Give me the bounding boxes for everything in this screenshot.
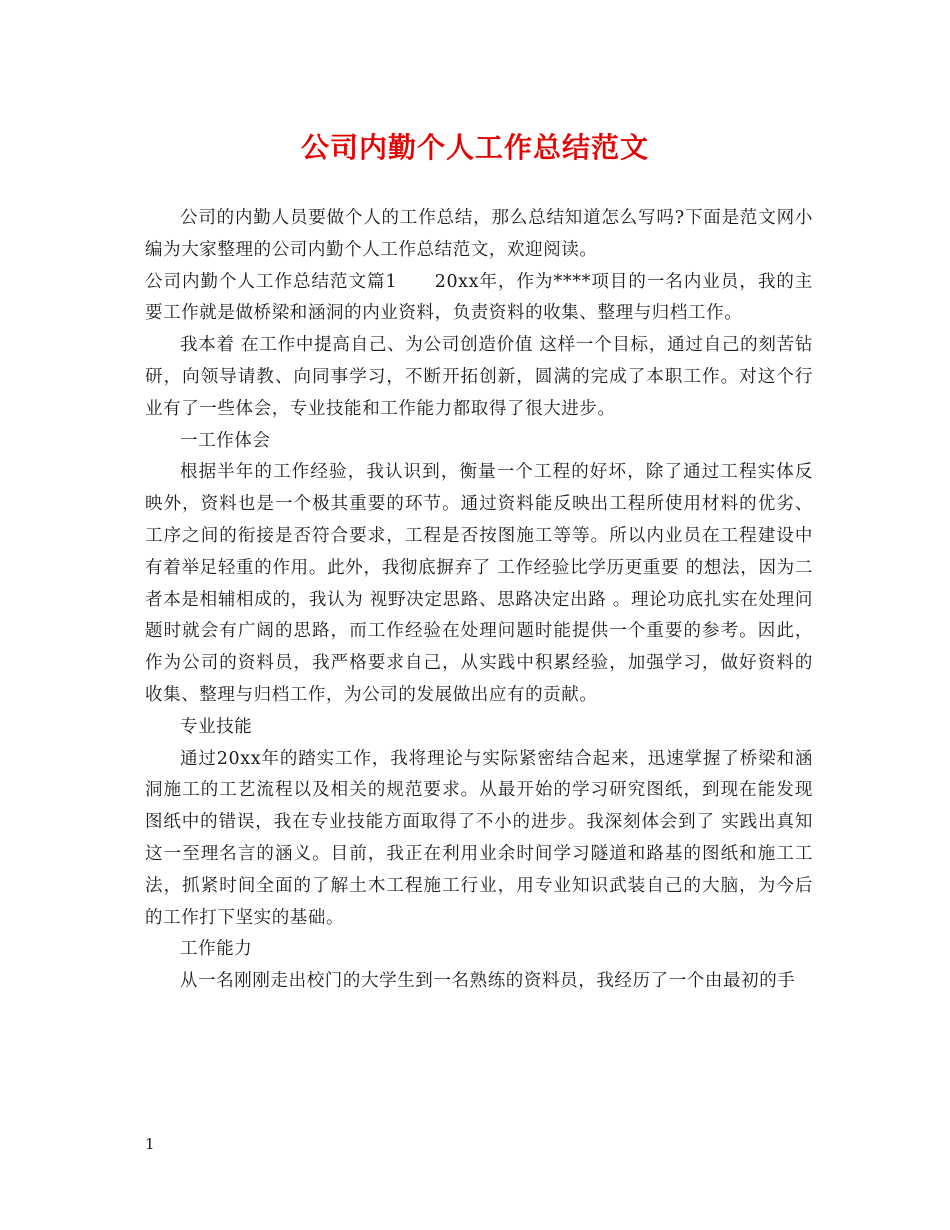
article-opening-paragraph: 公司内勤个人工作总结范文篇1 20xx年，作为****项目的一名内业员，我的主要工作就是做桥梁和涵洞的内业资料，负责资料的收集、整理与归档工作。 <box>145 271 813 324</box>
page-number: 1 <box>145 1135 155 1153</box>
section-heading-ability: 工作能力 <box>180 939 253 960</box>
goal-paragraph: 我本着 在工作中提高自己、为公司创造价值 这样一个目标，通过自己的刻苦钻研，向领导请教、向同事学习，不断开拓创新，圆满的完成了本职工作。对这个行业有了一些体会，专业技能和工作能力都取得了很大进步。 <box>145 335 813 419</box>
document-body <box>145 203 813 998</box>
section-heading-skills: 专业技能 <box>180 716 253 737</box>
intro-paragraph: 公司的内勤人员要做个人的工作总结，那么总结知道怎么写吗?下面是范文网小编为大家整理的公司内勤个人工作总结范文，欢迎阅读。 <box>145 208 813 260</box>
skills-paragraph: 通过20xx年的踏实工作，我将理论与实际紧密结合起来，迅速掌握了桥梁和涵洞施工的工艺流程以及相关的规范要求。从最开始的学习研究图纸，到现在能发现图纸中的错误，我在专业技能方面取得了不小的进步。我深刻体会到了 实践出真知 这一至理名言的涵义。目前，我正在利用业余时间学习隧道和路基的图纸和施工工法，抓紧时间全面的了解土木工程施工行业，用专业知识武装自己的大脑，为今后的工作打下坚实的基础。 <box>145 748 813 928</box>
page-title: 公司内勤个人工作总结范文 <box>300 131 649 164</box>
ability-paragraph: 从一名刚刚走出校门的大学生到一名熟练的资料员，我经历了一个由最初的手 <box>180 971 796 992</box>
section-heading-experience: 一工作体会 <box>180 430 271 451</box>
experience-paragraph: 根据半年的工作经验，我认识到，衡量一个工程的好坏，除了通过工程实体反映外，资料也是一个极其重要的环节。通过资料能反映出工程所使用材料的优劣、工序之间的衔接是否符合要求，工程是否按图施工等等。所以内业员在工程建设中有着举足轻重的作用。此外，我彻底摒弃了 工作经验比学历更重要 的想法，因为二者本是相辅相成的，我认为 视野决定思路、思路决定出路 。理论功底扎实在处理问题时就会有广阔的思路，而工作经验在处理问题时能提供一个重要的参考。因此，作为公司的资料员，我严格要求自己，从实践中积累经验，加强学习，做好资料的收集、整理与归档工作，为公司的发展做出应有的贡献。 <box>145 462 813 705</box>
